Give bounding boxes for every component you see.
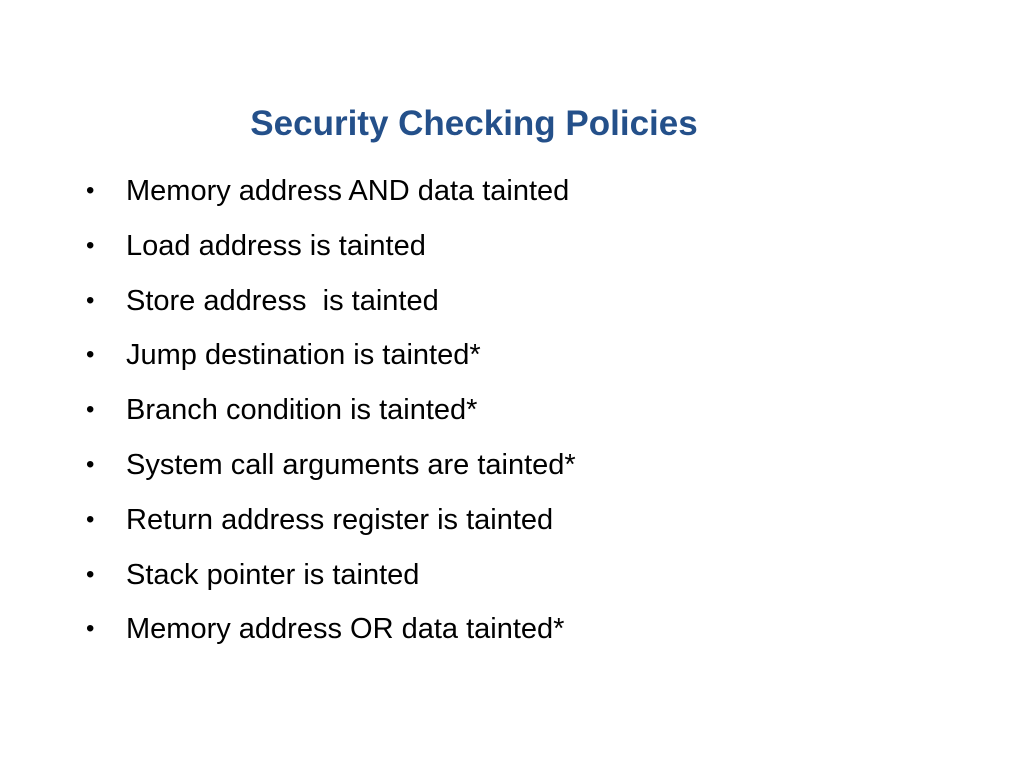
bullet-icon: • xyxy=(86,286,95,314)
bullet-icon: • xyxy=(86,560,95,588)
bullet-item xyxy=(86,442,576,497)
bullet-text: Return address register is tainted xyxy=(126,503,554,536)
slide-title: Security Checking Policies xyxy=(250,104,698,143)
bullet-item xyxy=(86,606,565,661)
bullet-item xyxy=(86,552,420,607)
bullet-icon: • xyxy=(86,231,95,259)
bullet-icon: • xyxy=(86,615,95,643)
bullet-text: Stack pointer is tainted xyxy=(126,558,420,591)
bullet-item xyxy=(86,278,439,333)
bullet-item xyxy=(86,497,554,552)
bullet-item xyxy=(86,168,570,223)
bullet-icon: • xyxy=(86,450,95,478)
bullet-list xyxy=(86,168,576,661)
bullet-item xyxy=(86,223,426,278)
bullet-icon: • xyxy=(86,341,95,369)
bullet-icon: • xyxy=(86,396,95,424)
bullet-text: System call arguments are tainted* xyxy=(126,448,576,481)
bullet-icon: • xyxy=(86,177,95,204)
bullet-text: Jump destination is tainted* xyxy=(126,339,481,372)
bullet-text: Store address is tainted xyxy=(126,284,439,317)
bullet-text: Memory address AND data tainted xyxy=(126,175,570,207)
bullet-item xyxy=(86,387,478,442)
bullet-text: Branch condition is tainted* xyxy=(126,394,478,427)
bullet-item xyxy=(86,332,481,387)
bullet-text: Load address is tainted xyxy=(126,229,426,262)
bullet-icon: • xyxy=(86,505,95,533)
bullet-text: Memory address OR data tainted* xyxy=(126,613,565,646)
